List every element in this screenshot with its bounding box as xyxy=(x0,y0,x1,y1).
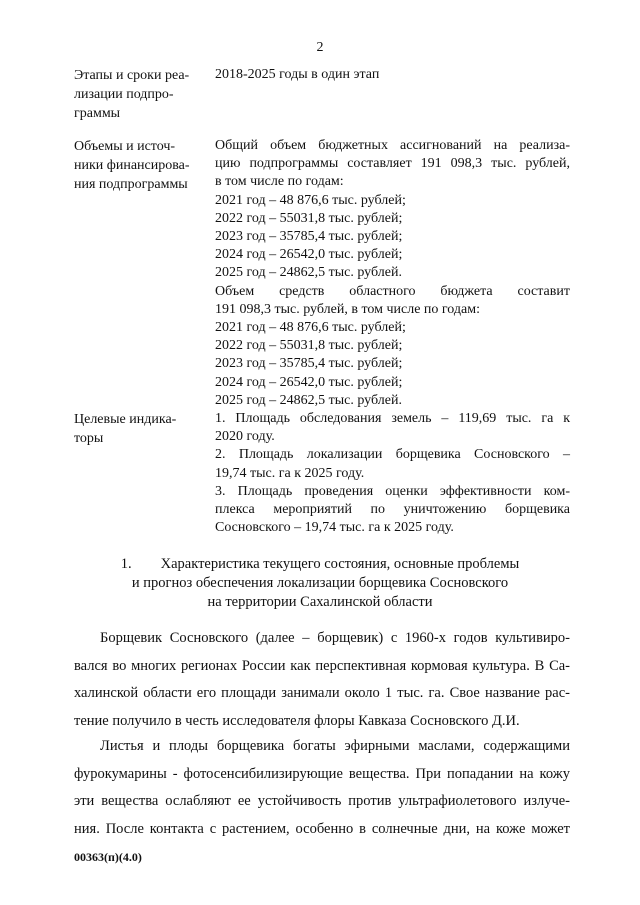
value-line: 2020 году. xyxy=(215,429,275,445)
paragraph-line: Борщевик Сосновского (далее – борщевик) с 1960-х годов культивиро- xyxy=(100,630,570,646)
paragraph-line: вался во многих регионах России как перспективная кормовая культура. В Са- xyxy=(74,657,570,674)
value-line: Сосновского – 19,74 тыс. га к 2025 году. xyxy=(215,520,454,536)
footer-code: 00363(п)(4.0) xyxy=(74,850,142,864)
value-line: Общий объем бюджетных ассигнований на реализа- xyxy=(215,138,570,153)
heading-line: 1. Характеристика текущего состояния, основные проблемы xyxy=(120,556,520,572)
label-line: граммы xyxy=(74,106,121,121)
body-paragraph-1 xyxy=(74,625,570,735)
label-line: торы xyxy=(74,431,104,446)
paragraph-line: халинской области его площади занимали около 1 тыс. га. Свое название рас- xyxy=(74,685,570,701)
value-line: цию подпрограммы составляет 191 098,3 тыс. рублей, xyxy=(215,156,570,172)
paragraph-line: фурокумарины - фотосенсибилизирующие вещества. При попадании на кожу xyxy=(74,765,570,782)
passport-row-targets xyxy=(74,410,574,540)
value-line: 2023 год – 35785,4 тыс. рублей; xyxy=(215,229,403,245)
value-line: Объем средств областного бюджета составит xyxy=(215,283,570,299)
row-label xyxy=(74,66,202,123)
label-line: Объемы и источ- xyxy=(74,139,176,154)
value-line: 2018-2025 годы в один этап xyxy=(215,67,380,82)
value-line: 1. Площадь обследования земель – 119,69 тыс. га к xyxy=(215,411,570,426)
label-line: Этапы и сроки реа- xyxy=(74,68,190,83)
label-line: лизации подпро- xyxy=(74,87,174,102)
value-line: 2025 год – 24862,5 тыс. рублей. xyxy=(215,392,402,408)
value-line: 2. Площадь локализации борщевика Сосновского – xyxy=(215,447,570,463)
value-line: 2024 год – 26542,0 тыс. рублей; xyxy=(215,247,403,263)
page-number: 2 xyxy=(316,40,324,55)
body-paragraph-2 xyxy=(74,733,570,843)
value-line: 19,74 тыс. га к 2025 году. xyxy=(215,465,365,481)
section-heading xyxy=(0,555,640,612)
row-label xyxy=(74,410,202,448)
paragraph-line: Листья и плоды борщевика богаты эфирными маслами, содержащими xyxy=(100,738,570,754)
value-line: 191 098,3 тыс. рублей, в том числе по годам: xyxy=(215,301,480,317)
value-line: 2023 год – 35785,4 тыс. рублей; xyxy=(215,356,403,372)
value-line: 2022 год – 55031,8 тыс. рублей; xyxy=(215,338,403,354)
value-line: 2022 год – 55031,8 тыс. рублей; xyxy=(215,210,403,226)
value-line: в том числе по годам: xyxy=(215,174,344,190)
value-line: плекса мероприятий по уничтожению борщевика xyxy=(215,502,570,518)
passport-row-funding xyxy=(74,137,574,408)
row-value xyxy=(215,137,570,410)
label-line: ния подпрограммы xyxy=(74,177,188,192)
value-line: 2021 год – 48 876,6 тыс. рублей; xyxy=(215,320,406,336)
row-value xyxy=(215,66,570,84)
paragraph-line: эти вещества ослабляют ее устойчивость против ультрафиолетового излуче- xyxy=(74,793,570,809)
label-line: Целевые индика- xyxy=(74,412,177,427)
row-value xyxy=(215,410,570,537)
value-line: 2025 год – 24862,5 тыс. рублей. xyxy=(215,265,402,281)
label-line: ники финансирова- xyxy=(74,158,190,173)
paragraph-line: тение получило в честь исследователя флоры Кавказа Сосновского Д.И. xyxy=(74,712,520,729)
row-label xyxy=(74,137,202,194)
passport-row-stages xyxy=(74,66,574,122)
heading-line: и прогноз обеспечения локализации борщевика Сосновского xyxy=(131,575,509,591)
paragraph-line: ния. После контакта с растением, особенно в солнечные дни, на коже может xyxy=(74,820,570,837)
heading-line: на территории Сахалинской области xyxy=(207,594,433,610)
value-line: 2024 год – 26542,0 тыс. рублей; xyxy=(215,374,403,390)
value-line: 2021 год – 48 876,6 тыс. рублей; xyxy=(215,192,406,208)
value-line: 3. Площадь проведения оценки эффективности ком- xyxy=(215,483,570,499)
